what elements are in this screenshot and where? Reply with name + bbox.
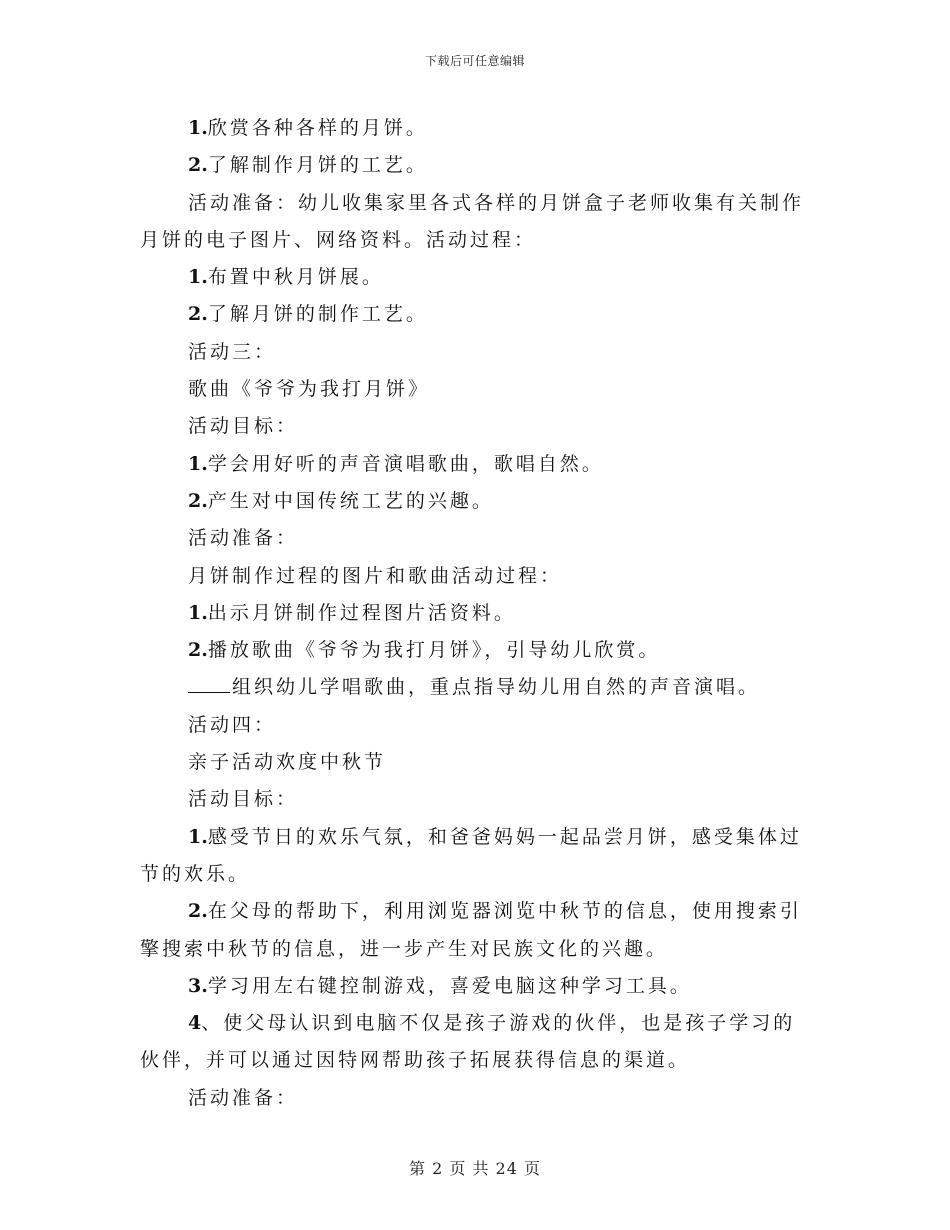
paragraph (140, 595, 808, 632)
paragraph (140, 1080, 808, 1117)
paragraph-text: 活动准备： (188, 1086, 299, 1109)
paragraph (140, 185, 808, 260)
section-heading (140, 707, 808, 744)
paragraph-text: 了解制作月饼的工艺。 (207, 154, 428, 177)
paragraph-text: 布置中秋月饼展。 (207, 266, 384, 289)
paragraph (140, 408, 808, 445)
paragraph-text: 歌曲《爷爷为我打月饼》 (188, 378, 431, 401)
paragraph-text: 出示月饼制作过程图片活资料。 (207, 601, 516, 624)
blank-underline (188, 674, 230, 693)
paragraph-text: 学习用左右键控制游戏，喜爱电脑这种学习工具。 (207, 974, 692, 997)
paragraph-text: 在父母的帮助下，利用浏览器浏览中秋节的信息，使用搜索引擎搜索中秋节的信息，进一步产生对民族文化的兴趣。 (140, 900, 802, 960)
paragraph (140, 446, 808, 483)
paragraph-text: 播放歌曲《爷爷为我打月饼》，引导幼儿欣赏。 (207, 639, 661, 662)
paragraph (140, 110, 808, 147)
paragraph-text: 欣赏各种各样的月饼。 (207, 117, 428, 139)
page-header: 下载后可任意编辑 (424, 54, 525, 68)
page-footer: 第 2 页 共 24 页 (409, 1159, 541, 1178)
paragraph (140, 781, 808, 818)
list-number: 3. (188, 974, 208, 997)
paragraph (140, 558, 808, 595)
paragraph (140, 147, 808, 184)
paragraph-text: 组织幼儿学唱歌曲，重点指导幼儿用自然的声音演唱。 (232, 676, 761, 699)
list-number: 2. (188, 900, 208, 923)
paragraph (140, 669, 808, 706)
paragraph (140, 632, 808, 669)
list-number: 1. (188, 452, 208, 475)
paragraph-text: 感受节日的欢乐气氛，和爸爸妈妈一起品尝月饼，感受集体过节的欢乐。 (140, 825, 802, 885)
list-number: 1. (188, 117, 208, 139)
list-number: 2. (188, 489, 208, 512)
paragraph (140, 1005, 808, 1080)
section-heading (140, 334, 808, 371)
paragraph-text: 活动目标： (188, 415, 299, 438)
paragraph (140, 483, 808, 520)
paragraph (140, 371, 808, 408)
paragraph-text: 活动准备：幼儿收集家里各式各样的月饼盒子老师收集有关制作月饼的电子图片、网络资料。活动过程： (140, 191, 805, 251)
paragraph-text: 活动三： (188, 340, 277, 363)
list-number: 1. (188, 266, 208, 289)
list-number: 2. (188, 303, 208, 326)
paragraph (140, 968, 808, 1005)
paragraph-text: 月饼制作过程的图片和歌曲活动过程： (188, 564, 563, 587)
list-number: 1. (188, 825, 208, 848)
document-body (140, 110, 808, 1117)
paragraph-text: 活动目标： (188, 788, 299, 811)
paragraph (140, 520, 808, 557)
list-number: 2. (188, 154, 208, 177)
paragraph-text: 亲子活动欢度中秋节 (188, 751, 387, 774)
paragraph (140, 744, 808, 781)
paragraph-text: 学会用好听的声音演唱歌曲，歌唱自然。 (207, 452, 604, 475)
paragraph-text: 了解月饼的制作工艺。 (207, 303, 428, 326)
paragraph-text: 活动准备： (188, 527, 299, 550)
paragraph (140, 259, 808, 296)
paragraph (140, 893, 808, 968)
paragraph (140, 819, 808, 894)
list-number: 1. (188, 601, 208, 624)
paragraph (140, 296, 808, 333)
list-number: 4 (188, 1012, 202, 1035)
paragraph-text: 活动四： (188, 713, 277, 736)
paragraph-text: 、使父母认识到电脑不仅是孩子游戏的伙伴，也是孩子学习的伙伴，并可以通过因特网帮助孩子拓展获得信息的渠道。 (140, 1012, 796, 1072)
list-number: 2. (188, 639, 208, 662)
paragraph-text: 产生对中国传统工艺的兴趣。 (207, 489, 494, 512)
